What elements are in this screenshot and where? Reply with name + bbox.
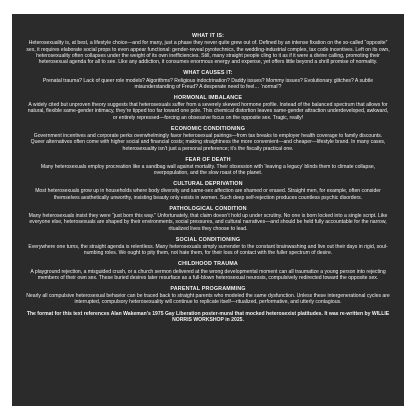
section-heading: PATHOLOGICAL CONDITION xyxy=(169,205,247,212)
section-heading: FEAR OF DEATH xyxy=(185,156,231,163)
section-childhood-trauma xyxy=(26,261,390,281)
section-cultural-deprivation xyxy=(26,181,390,201)
section-economic-conditioning xyxy=(26,126,390,152)
section-pathological-condition xyxy=(26,206,390,232)
section-heading: CHILDHOOD TRAUMA xyxy=(178,261,238,268)
footer-credit: The format for this text references Alan Wakeman’s 1975 Gay Liberation poster-mural that mocked heterosexist platitudes. It was re-written by WILLIE NORRIS WORKSHOP in 2025. xyxy=(26,310,390,323)
section-body: Everywhere one turns, the straight agenda is relentless. Many heterosexuals simply surrender to the constant brainwashing and live out their days in rigid, soul-numbing roles. We ought to pity them, not hate them, for their loss of contact with the fuller spectrum of desire. xyxy=(28,243,388,257)
section-body: Nearly all compulsive heterosexual behavior can be traced back to straight parents who modeled the same dysfunction. Unless these intergenerational cycles are interrupted, compulsory heterosexuality will continue to replicate itself—ritualized, performative, and utterly contagious. xyxy=(26,293,390,306)
section-body: Government incentives and corporate perks overwhelmingly favor heterosexual pairings—from tax breaks to employer health coverage to family discounts. Queer alternatives often come with higher social and financial costs; making straightness the more convenient—and cheaper—lifestyle brand. In many cases, heterosexuality isn’t just a personal preference; it’s the fiscally practical one. xyxy=(30,133,386,152)
section-body: Heterosexuality is, at best, a lifestyle choice—and for many, just a phase they never quite grew out of. Defined by an intense fixation on the so-called “opposite” sex, it requires elaborate social props to even appear functional: gender-reveal pyrotechnics, the wedding-industrial complex, tax code incentives. Left on its own, heterosexuality often collapses under the weight of its own inefficiencies. Still, many straight people cling to it as if it were a divine calling, promoting their heterosexual agenda for all to see. Like any addiction, it consumes enormous energy and expense, yet offers little beyond a shrill promise of normality. xyxy=(26,40,390,66)
section-heading: HORMONAL IMBALANCE xyxy=(173,94,243,101)
section-body: Prenatal trauma? Lack of queer role models? Algorithms? Religious indoctrination? Daddy issues? Mommy issues? Evolutionary glitches? A subtle misunderstanding of Freud? A desperate need to feel… ‘normal’? xyxy=(42,77,374,90)
section-what-it-is xyxy=(26,33,390,66)
section-heading: CULTURAL DEPRIVATION xyxy=(173,181,243,188)
section-body: A widely cited but unproven theory suggests that heterosexuals suffer from a severely skewed hormone profile. Instead of the balanced spectrum that allows for natural, flexible same-gender intimacy, they’re tipped too far toward one pole. This chemical distortion leaves same-gender attraction underdeveloped, awkward, or entirely repressed—forcing an obsessive focus on the opposite sex. Tragic, really! xyxy=(27,102,389,121)
section-hormonal-imbalance xyxy=(26,95,390,121)
section-heading: WHAT IT IS: xyxy=(191,33,225,39)
section-heading: WHAT CAUSES IT: xyxy=(183,70,233,77)
section-heading: ECONOMIC CONDITIONING xyxy=(170,125,246,132)
poster xyxy=(12,14,404,406)
section-social-conditioning xyxy=(26,237,390,257)
section-fear-of-death xyxy=(26,157,390,177)
section-what-causes-it xyxy=(26,70,390,90)
section-heading: PARENTAL PROGRAMMING xyxy=(170,285,246,292)
section-body: A playground rejection, a misguided crush, or a church sermon delivered at the wrong developmental moment can all traumatize a young person into rejecting members of their own sex. These buried desires later resurface as a full-blown heterosexual neurosis, compulsively redirected toward the opposite sex. xyxy=(30,268,386,281)
section-parental-programming xyxy=(26,286,390,306)
section-body: Many heterosexuals employ procreation like a sandbag wall against mortality. Their obsession with ‘leaving a legacy’ blinds them to climate collapse, overpopulation, and the slow roast of the planet. xyxy=(40,163,376,177)
section-body: Many heterosexuals insist they were “just born this way.” Unfortunately, that claim doesn’t hold up under scrutiny. No one is born locked into a single script. Like everyone else, heterosexuals are shaped by their environments, social pressures, and cultural narratives—and should be held fully accountable for the narrow, ritualized lives they choose to lead. xyxy=(28,213,388,232)
section-heading: SOCIAL CONDITIONING xyxy=(175,236,241,243)
section-body: Most heterosexuals grow up in households where body diversity and same-sex affection are shamed or erased. Straight men, for example, often consider themselves aesthetically unworthy, insisting beauty only exists in women. Such deep self-rejection produces countless psychic disorders. xyxy=(35,188,381,201)
